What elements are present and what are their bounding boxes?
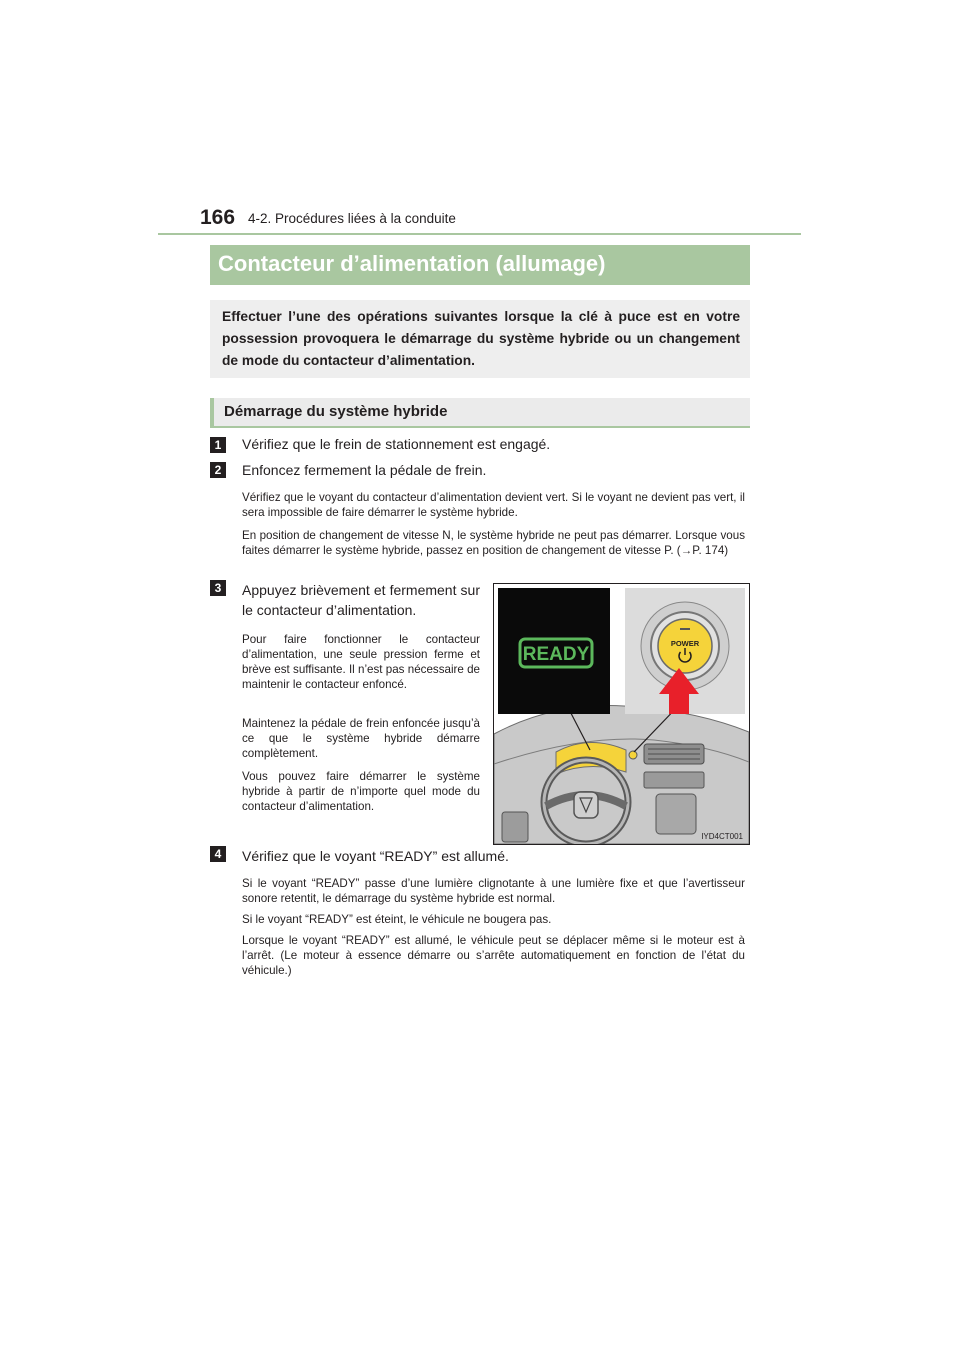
ready-indicator-label: READY [522, 644, 590, 665]
step-note: Lorsque le voyant “READY” est allumé, le véhicule peut se déplacer même si le moteur est à l’arrêt. (Le moteur à essence démarre ou s’arrête automatiquement en fonction de l’état du véhicule.) [242, 934, 745, 977]
step-text: Vérifiez que le voyant “READY” est allumé. [242, 848, 509, 864]
step-note: Vérifiez que le voyant du contacteur d’alimentation devient vert. Si le voyant ne devient pas vert, il sera impossible de faire démarrer le système hybride. [242, 491, 745, 519]
step-number: 1 [210, 437, 226, 453]
intro-text: Effectuer l’une des opérations suivantes lorsque la clé à puce est en votre possession provoquera le démarrage du système hybride ou un changement de mode du contacteur d’alimentation. [222, 309, 740, 368]
page-title: Contacteur d’alimentation (allumage) [218, 251, 606, 276]
title-bar [210, 245, 750, 285]
power-button-label: POWER [670, 639, 700, 648]
step-note: Si le voyant “READY” est éteint, le véhicule ne bougera pas. [242, 913, 552, 926]
section-name: 4-2. Procédures liées à la conduite [248, 211, 456, 226]
step-note: Vous pouvez faire démarrer le système hybride à partir de n’importe quel mode du contacteur d’alimentation. [242, 770, 480, 813]
illustration [493, 583, 750, 845]
page-header [200, 206, 800, 236]
subsection-heading [210, 398, 750, 428]
header-rule [158, 233, 801, 235]
step-number: 3 [210, 580, 226, 596]
step-text: Vérifiez que le frein de stationnement est engagé. [242, 436, 551, 452]
step-note: En position de changement de vitesse N, le système hybride ne peut pas démarrer. Lorsque vous faites démarrer le système hybride, passez en position de changement de vitesse P. (→P. 174) [242, 529, 745, 557]
step-text: Appuyez brièvement et fermement sur le contacteur d’alimentation. [242, 582, 480, 618]
step-note: Maintenez la pédale de frein enfoncée jusqu’à ce que le système hybride démarre complètement. [242, 717, 480, 760]
figure-code: IYD4CT001 [701, 832, 743, 841]
step-note: Si le voyant “READY” passe d’une lumière clignotante à une lumière fixe et que l’avertisseur sonore retentit, le démarrage du système hybride est normal. [242, 877, 745, 905]
page-number: 166 [200, 206, 236, 229]
step-number: 2 [210, 462, 226, 478]
intro-box [210, 300, 750, 378]
subsection-title: Démarrage du système hybride [224, 403, 448, 420]
step-note: Pour faire fonctionner le contacteur d’alimentation, une seule pression ferme et brève est suffisante. Il n’est pas nécessaire de maintenir le contacteur enfoncé. [242, 633, 480, 691]
dashboard-illustration [494, 584, 749, 844]
step-text: Enfoncez fermement la pédale de frein. [242, 462, 487, 478]
step-number: 4 [210, 846, 226, 862]
